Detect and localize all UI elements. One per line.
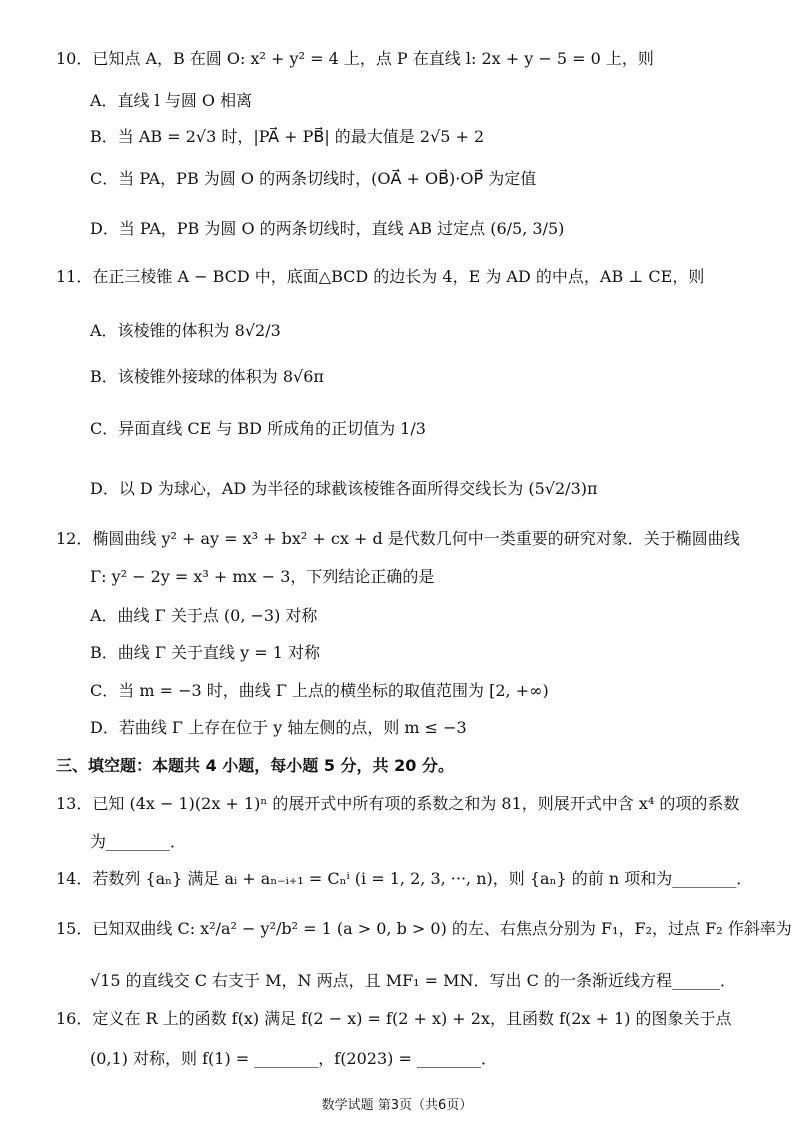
q11-stem: 11．在正三棱锥 A − BCD 中，底面△BCD 的边长为 4，E 为 AD 的中点，AB ⊥ CE，则: [56, 267, 705, 286]
q12-option-d: D．若曲线 Γ 上存在位于 y 轴左侧的点，则 m ≤ −3: [90, 718, 467, 737]
q12-stem: 12．椭圆曲线 y² + ay = x³ + bx² + cx + d 是代数几何中一类重要的研究对象．关于椭圆曲线: [56, 529, 740, 548]
q11-option-c: C．异面直线 CE 与 BD 所成角的正切值为 1/3: [90, 419, 426, 438]
q10-option-d: D．当 PA，PB 为圆 O 的两条切线时，直线 AB 过定点 (6/5, 3/5): [90, 219, 565, 238]
q14-stem: 14．若数列 {aₙ} 满足 aᵢ + aₙ₋ᵢ₊₁ = Cₙⁱ (i = 1, 2, 3, ···, n)，则 {aₙ} 的前 n 项和为________．: [56, 869, 753, 888]
q10-option-b: B．当 AB = 2√3 时，|PA⃗ + PB⃗| 的最大值是 2√5 + 2: [90, 127, 485, 146]
q13-stem-continued: 为________．: [90, 832, 187, 851]
q11-option-a: A．该棱锥的体积为 8√2/3: [90, 321, 281, 340]
q10-option-c: C．当 PA，PB 为圆 O 的两条切线时，(OA⃗ + OB⃗)·OP⃗ 为定值: [90, 169, 537, 188]
q10-stem: 10．已知点 A，B 在圆 O: x² + y² = 4 上，点 P 在直线 l: 2x + y − 5 = 0 上，则: [56, 49, 654, 68]
q12-option-c: C．当 m = −3 时，曲线 Γ 上点的横坐标的取值范围为 [2, +∞): [90, 681, 549, 700]
q16-stem: 16．定义在 R 上的函数 f(x) 满足 f(2 − x) = f(2 + x) + 2x，且函数 f(2x + 1) 的图象关于点: [56, 1009, 732, 1028]
section-fill-in-blanks: 三、填空题：本题共 4 小题，每小题 5 分，共 20 分。: [56, 756, 454, 775]
page-footer: 数学试题 第3页（共6页）: [321, 1098, 473, 1113]
q12-option-a: A．曲线 Γ 关于点 (0, −3) 对称: [90, 606, 318, 625]
q10-option-a: A．直线 l 与圆 O 相离: [90, 91, 253, 110]
q15-stem: 15．已知双曲线 C: x²/a² − y²/b² = 1 (a > 0, b > 0) 的左、右焦点分别为 F₁，F₂，过点 F₂ 作斜率为: [56, 919, 792, 938]
q12-option-b: B．曲线 Γ 关于直线 y = 1 对称: [90, 643, 321, 662]
q12-stem-continued: Γ: y² − 2y = x³ + mx − 3，下列结论正确的是: [90, 567, 435, 586]
q15-stem-continued: √15 的直线交 C 右支于 M，N 两点，且 MF₁ = MN．写出 C 的一条渐近线方程______．: [90, 971, 736, 990]
q13-stem: 13．已知 (4x − 1)(2x + 1)ⁿ 的展开式中所有项的系数之和为 81，则展开式中含 x⁴ 的项的系数: [56, 794, 740, 813]
q16-stem-continued: (0,1) 对称，则 f(1) = ________，f(2023) = ________．: [90, 1049, 497, 1068]
q11-option-b: B．该棱锥外接球的体积为 8√6π: [90, 367, 324, 386]
q11-option-d: D．以 D 为球心，AD 为半径的球截该棱锥各面所得交线长为 (5√2/3)π: [90, 479, 598, 498]
